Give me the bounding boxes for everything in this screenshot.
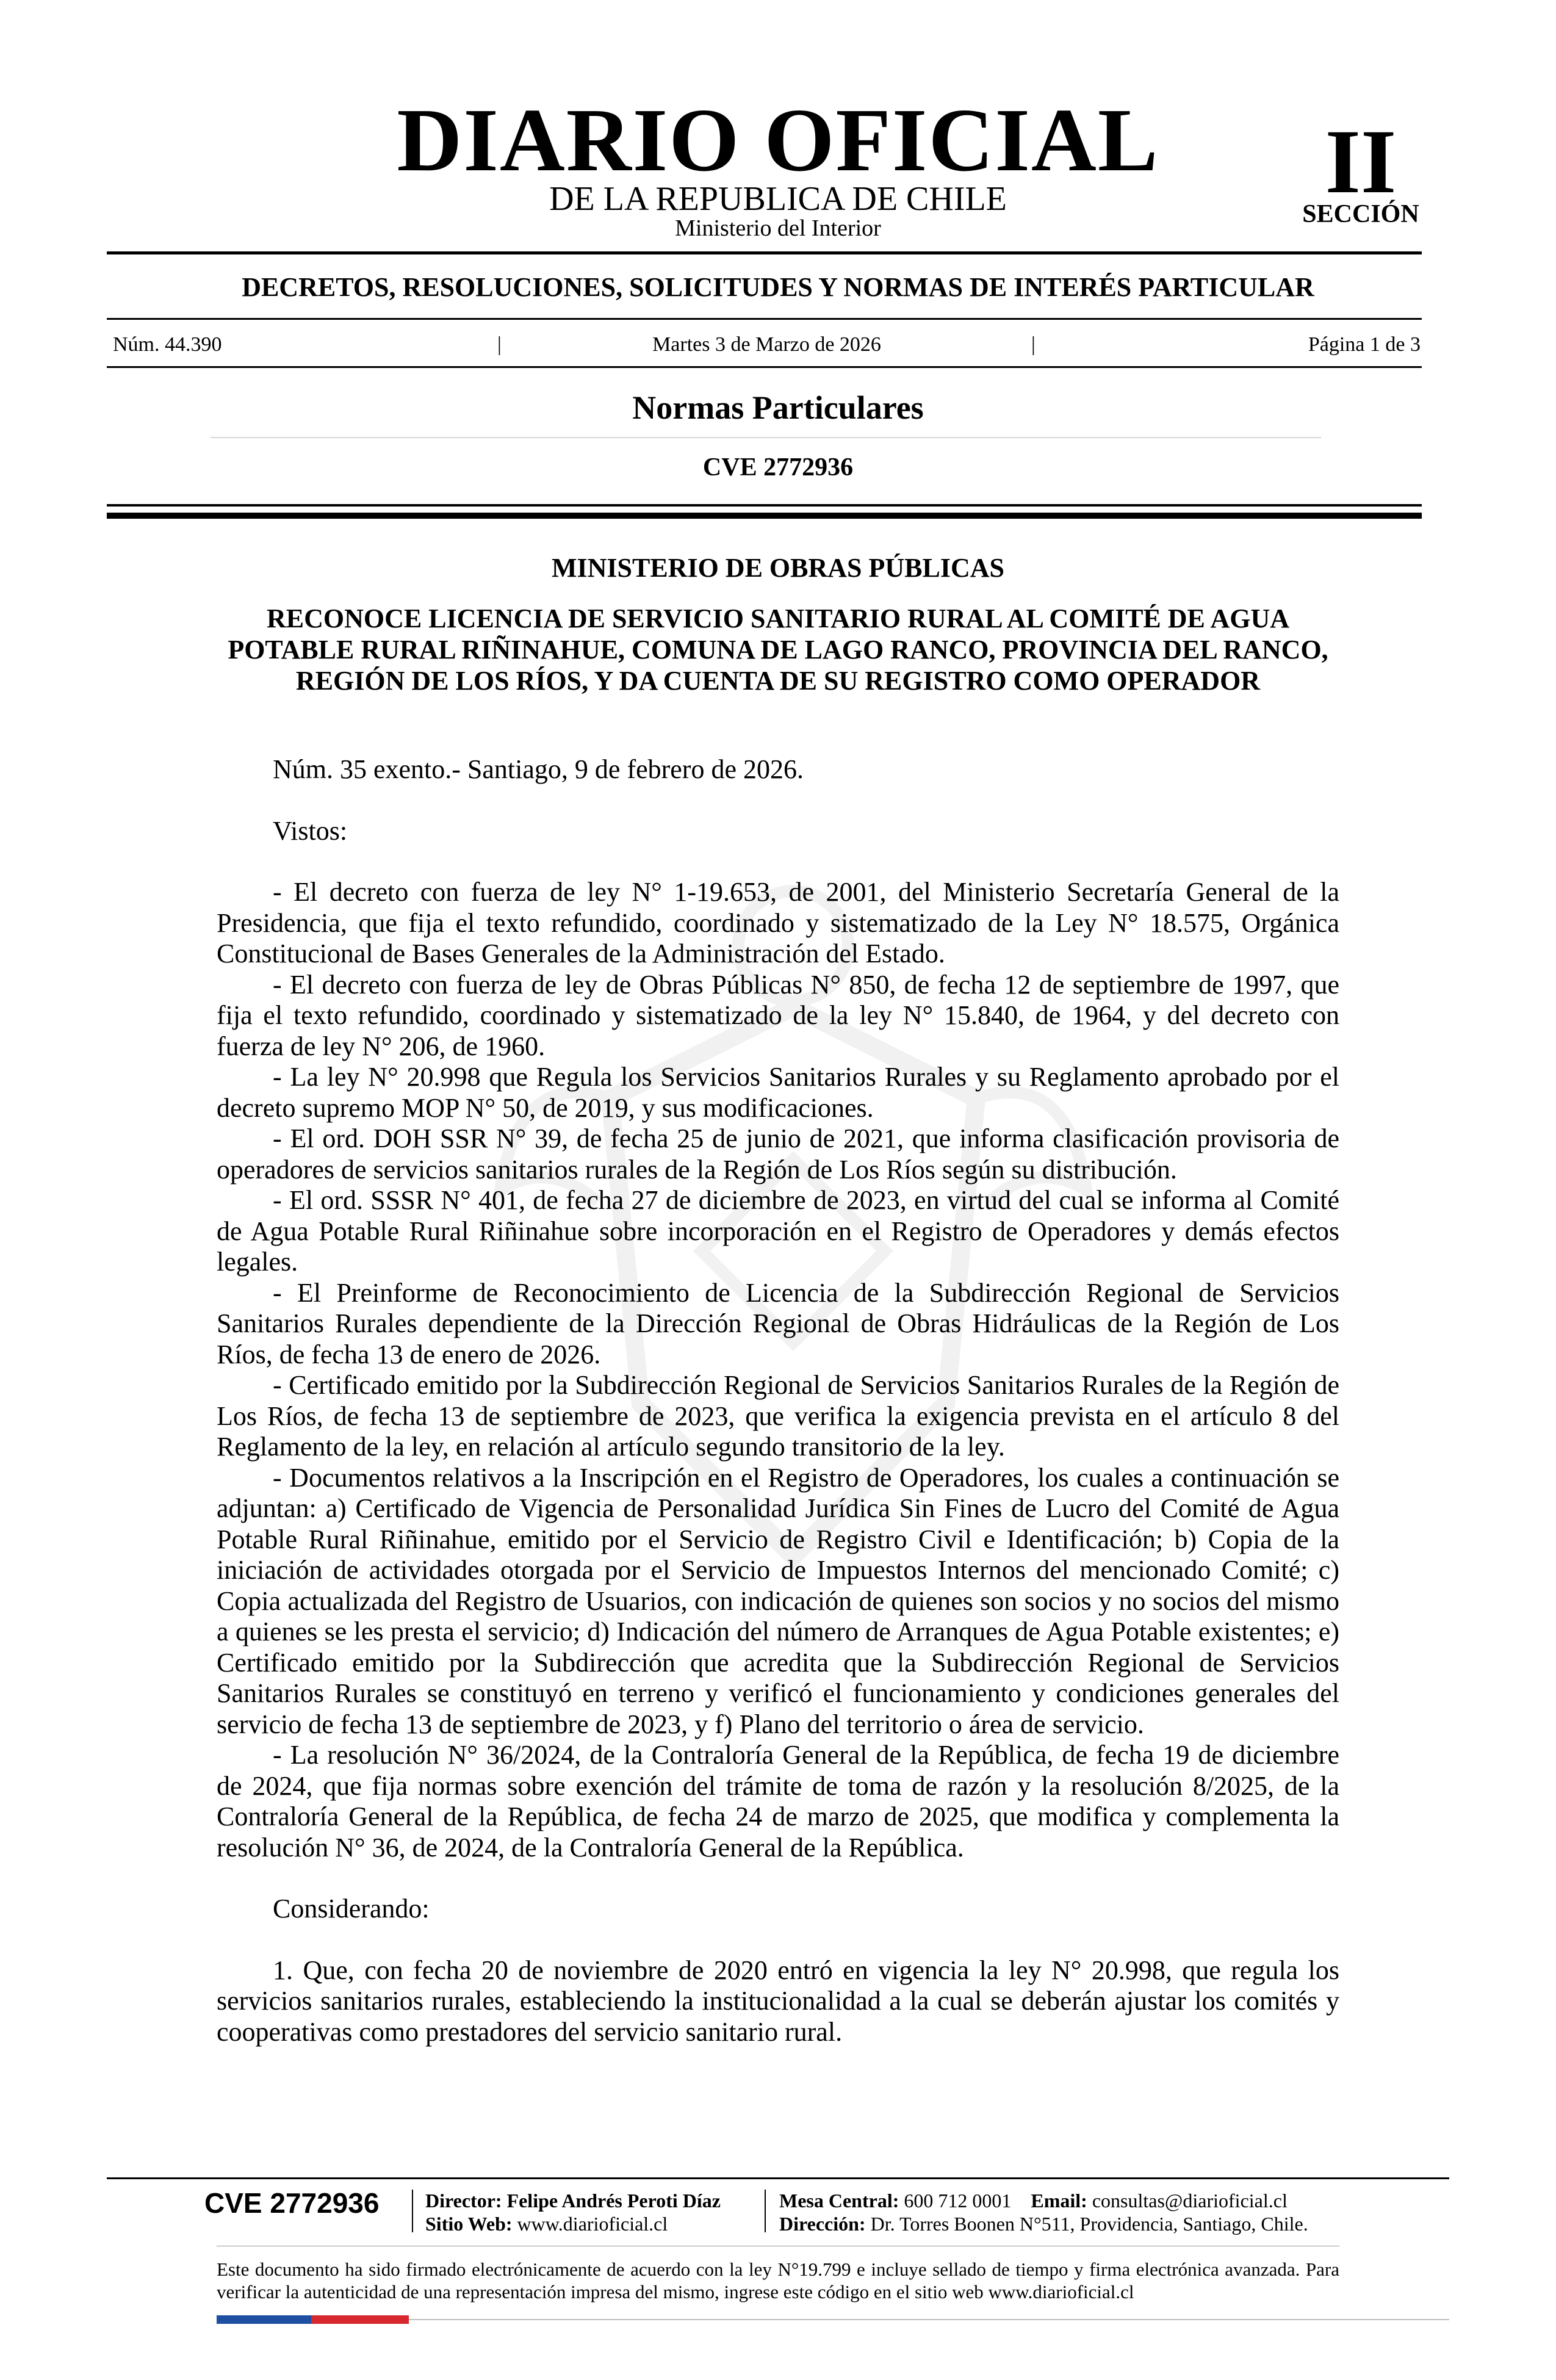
website-label: Sitio Web: (425, 2213, 513, 2235)
director-name: Felipe Andrés Peroti Díaz (506, 2190, 721, 2212)
footer-director (425, 2189, 767, 2212)
flag-stripe-blue (217, 2315, 311, 2324)
category-heading: DECRETOS, RESOLUCIONES, SOLICITUDES Y NORMAS DE INTERÉS PARTICULAR (242, 272, 1314, 302)
document-headline: RECONOCE LICENCIA DE SERVICIO SANITARIO RURAL AL COMITÉ DE AGUA POTABLE RURAL RIÑINAHUE, COMUNA DE LAGO RANCO, PROVINCIA DEL RANCO, REGIÓN DE LOS RÍOS, Y DA CUENTA DE SU REGISTRO COMO OPERADOR (228, 604, 1328, 696)
section-title-rule (211, 437, 1321, 438)
decree-line: Núm. 35 exento.- Santiago, 9 de febrero de 2026. (273, 754, 804, 784)
issue-rule (107, 366, 1422, 368)
vistos-heading: Vistos: (273, 815, 348, 846)
vistos-item: - Certificado emitido por la Subdirección Regional de Servicios Sanitarios Rurales de la Región de Los Ríos, de fecha 13 de septiembre de 2023, que verifica la exigencia prevista en el artículo 8 del Reglamento de la ley, en relación al artículo segundo transitorio de la ley. (217, 1370, 1339, 1462)
vistos-item: - El decreto con fuerza de ley N° 1-19.653, de 2001, del Ministerio Secretaría General de la Presidencia, que fija el texto refundido, coordinado y sistematizado de la Ley N° 18.575, Orgánica Constitucional de Bases Generales de la Administración del Estado. (217, 877, 1339, 968)
cve-code: CVE 2772936 (702, 453, 854, 481)
vistos-item: - La ley N° 20.998 que Regula los Servicios Sanitarios Rurales y su Reglamento aprobado por el decreto supremo MOP N° 50, de 2019, y sus modificaciones. (217, 1062, 1339, 1123)
footer-rule (107, 2177, 1449, 2179)
footer-divider (412, 2190, 413, 2232)
issue-separator: | (1031, 333, 1036, 356)
issue-page: Página 1 de 3 (1308, 333, 1421, 356)
address-text: Dr. Torres Boonen N°511, Providencia, Santiago, Chile. (870, 2213, 1308, 2235)
masthead-ministry: Ministerio del Interior (675, 215, 881, 241)
email-label: Email: (1031, 2190, 1087, 2212)
vistos-item: - El decreto con fuerza de ley de Obras Públicas N° 850, de fecha 12 de septiembre de 1997, que fija el texto refundido, coordinado y sistematizado de la ley N° 15.840, de 1964, y del decreto con fuerza de ley N° 206, de 1960. (217, 969, 1339, 1061)
category-rule (107, 318, 1422, 320)
masthead-title: DIARIO OFICIAL (397, 90, 1159, 190)
document-ministry: MINISTERIO DE OBRAS PÚBLICAS (551, 553, 1005, 583)
header-double-rule-top (107, 504, 1422, 507)
footer-divider (765, 2190, 766, 2232)
footer-website (425, 2212, 767, 2235)
phone-label: Mesa Central: (779, 2190, 899, 2212)
vistos-item: - El Preinforme de Reconocimiento de Licencia de la Subdirección Regional de Servicios Sanitarios Rurales dependiente de la Dirección Regional de Obras Hidráulicas de la Región de Los Ríos, de fecha 13 de enero de 2026. (217, 1277, 1339, 1369)
issue-separator: | (497, 333, 502, 356)
document-body (217, 754, 1339, 2047)
section-title: Normas Particulares (632, 389, 924, 426)
footer-address (779, 2212, 1359, 2235)
masthead-subtitle: DE LA REPUBLICA DE CHILE (549, 180, 1007, 218)
footer-contact (779, 2189, 1359, 2212)
issue-number: Núm. 44.390 (113, 333, 222, 356)
footer-cve-code: CVE 2772936 (204, 2187, 380, 2219)
section-label: SECCIÓN (1302, 200, 1419, 228)
masthead-rule (107, 251, 1422, 254)
phone-number: 600 712 0001 (904, 2190, 1012, 2212)
vistos-item: - Documentos relativos a la Inscripción en el Registro de Operadores, los cuales a continuación se adjuntan: a) Certificado de Vigencia de Personalidad Jurídica Sin Fines de Lucro del Comité de Agua Potable Rural Riñinahue, emitido por el Servicio de Registro Civil e Identificación; b) Copia de la iniciación de actividades otorgada por el Servicio de Impuestos Internos del mencionado Comité; c) Copia actualizada del Registro de Usuarios, con indicación de quienes son socios y no socios del mismo a quienes se les presta el servicio; d) Indicación del número de Arranques de Agua Potable existentes; e) Certificado emitido por la Subdirección que acredita que la Subdirección Regional de Servicios Sanitarios Rurales se constituyó en terreno y verificó el funcionamiento y condiciones generales del servicio de fecha 13 de septiembre de 2023, y f) Plano del territorio o área de servicio. (217, 1462, 1339, 1739)
address-label: Dirección: (779, 2213, 866, 2235)
website-link[interactable]: www.diarioficial.cl (517, 2213, 668, 2235)
vistos-item: - El ord. DOH SSR N° 39, de fecha 25 de junio de 2021, que informa clasificación provisoria de operadores de servicios sanitarios rurales de la Región de Los Ríos según su distribución. (217, 1123, 1339, 1185)
vistos-item: - El ord. SSSR N° 401, de fecha 27 de diciembre de 2023, en virtud del cual se informa al Comité de Agua Potable Rural Riñinahue sobre incorporación en el Registro de Operadores y demás efectos legales. (217, 1185, 1339, 1277)
issue-date: Martes 3 de Marzo de 2026 (652, 333, 881, 356)
flag-stripe-red (311, 2315, 409, 2324)
considerando-item: 1. Que, con fecha 20 de noviembre de 2020 entró en vigencia la ley N° 20.998, que regula los servicios sanitarios rurales, estableciendo la institucionalidad a la cual se deberán ajustar los comités y cooperativas como prestadores del servicio sanitario rural. (217, 1955, 1339, 2047)
email-link[interactable]: consultas@diarioficial.cl (1092, 2190, 1288, 2212)
header-double-rule-bottom (107, 513, 1422, 519)
vistos-item: - La resolución N° 36/2024, de la Contraloría General de la República, de fecha 19 de diciembre de 2024, que fija normas sobre exención del trámite de toma de razón y la resolución 8/2025, de la Contraloría General de la República, de fecha 24 de marzo de 2025, que modifica y complementa la resolución N° 36, de 2024, de la Contraloría General de la República. (217, 1740, 1339, 1863)
footer-notice: Este documento ha sido firmado electrónicamente de acuerdo con la ley N°19.799 e incluye sellado de tiempo y firma electrónica avanzada. Para verificar la autenticidad de una representación impresa del mismo, ingrese este código en el sitio web www.diarioficial.cl (217, 2259, 1339, 2302)
considerando-heading: Considerando: (273, 1894, 430, 1924)
section-number: II (1325, 111, 1397, 212)
director-label: Director: (425, 2190, 502, 2212)
